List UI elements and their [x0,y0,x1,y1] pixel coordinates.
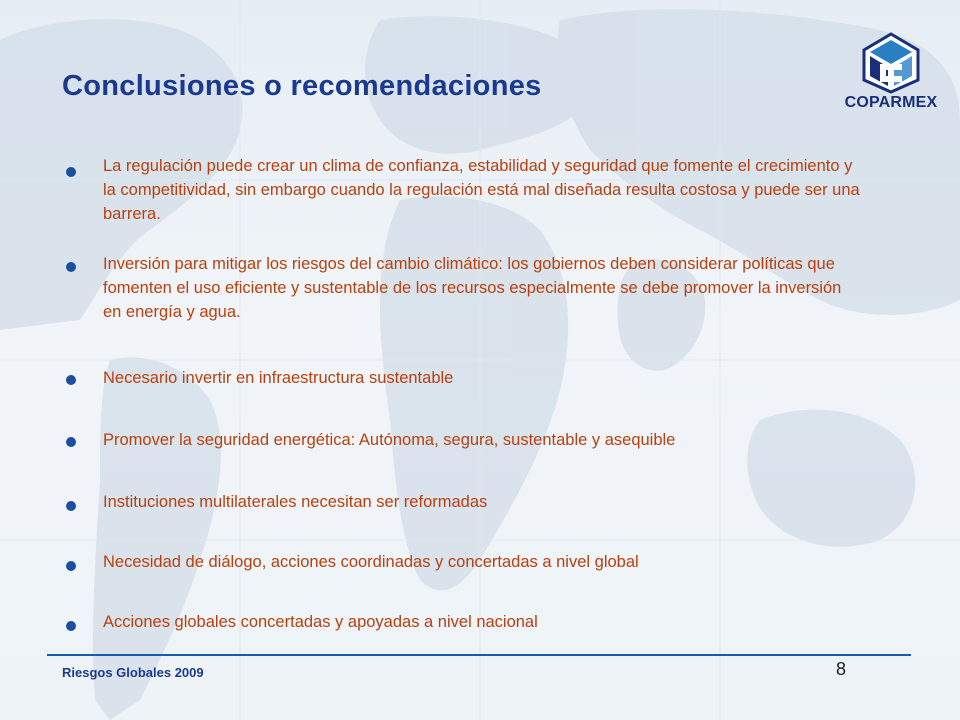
bullet-dot [66,375,76,385]
bullet-item-seguridad-energetica: Promover la seguridad energética: Autónoma, segura, sustentable y asequible [103,431,676,449]
bullet-dot [66,501,76,511]
bullet-dot [66,167,76,177]
bullet-item-infraestructura: Necesario invertir en infraestructura sustentable [103,369,454,387]
bullet-item-inversion: Inversión para mitigar los riesgos del cambio climático: los gobiernos deben considerar políticas que fomenten el uso eficiente y sustentable de los recursos especialmente se debe promover la inversión en energía y agua. [103,255,842,321]
bullet-dot [66,437,76,447]
bullet-item-instituciones: Instituciones multilaterales necesitan ser reformadas [103,493,488,511]
coparmex-logo [836,30,946,120]
footer-divider [47,654,911,656]
page-title: Conclusiones o recomendaciones [62,70,542,102]
bullet-item-acciones-globales: Acciones globales concertadas y apoyadas a nivel nacional [103,613,538,631]
bullet-dot [66,561,76,571]
footer-text: Riesgos Globales 2009 [62,665,204,680]
page-number: 8 [836,659,847,679]
coparmex-emblem-icon [836,30,946,94]
bullet-dot [66,262,76,272]
logo-wordmark: COPARMEX [844,94,938,111]
bullet-dot [66,621,76,631]
bullet-item-regulacion: La regulación puede crear un clima de confianza, estabilidad y seguridad que fomente el crecimiento y la competitividad, sin embargo cuando la regulación está mal diseñada resulta costosa y puede ser una barrera. [103,157,860,223]
bullet-item-dialogo: Necesidad de diálogo, acciones coordinadas y concertadas a nivel global [103,553,639,571]
